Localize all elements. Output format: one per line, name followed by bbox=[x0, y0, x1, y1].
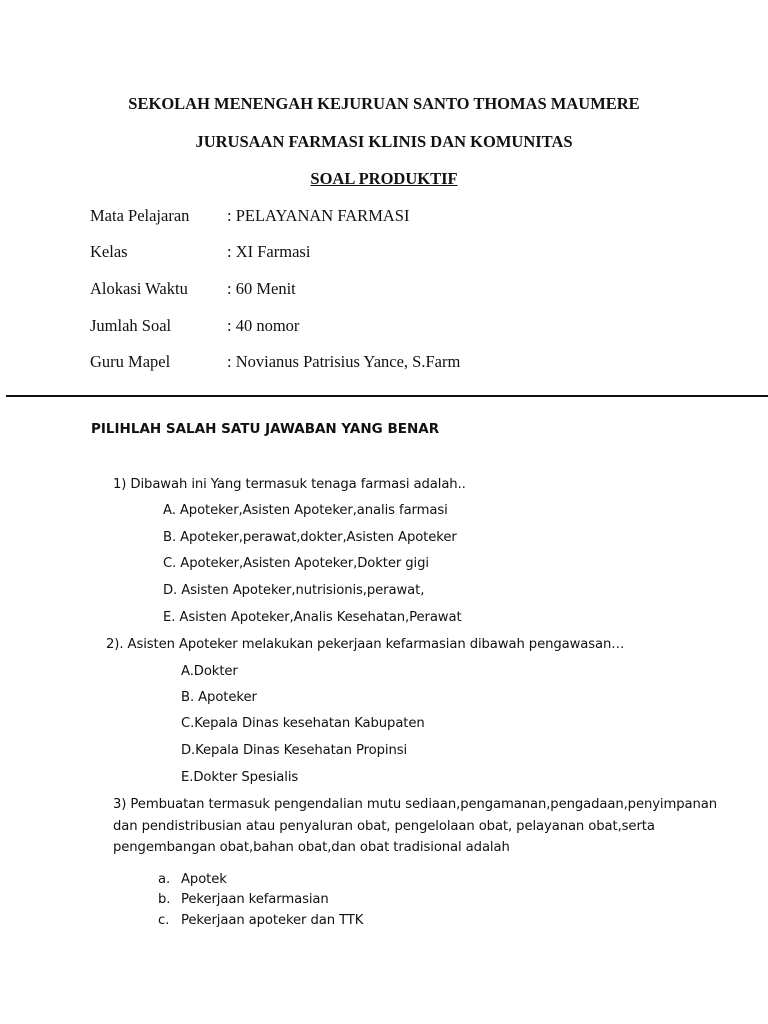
question-text: 1) Dibawah ini Yang termasuk tenaga farmasi adalah.. bbox=[113, 477, 466, 492]
question-text-line: pengembangan obat,bahan obat,dan obat tradisional adalah bbox=[113, 840, 510, 855]
answer-option: Apotek bbox=[181, 872, 227, 887]
option-marker: a. bbox=[158, 872, 171, 887]
answer-option: D. Asisten Apoteker,nutrisionis,perawat, bbox=[163, 583, 425, 598]
answer-option: Pekerjaan apoteker dan TTK bbox=[181, 913, 364, 928]
answer-option: Pekerjaan kefarmasian bbox=[181, 892, 329, 907]
info-label: Alokasi Waktu bbox=[90, 279, 188, 298]
option-marker: b. bbox=[158, 892, 171, 907]
info-value: : 40 nomor bbox=[227, 316, 300, 335]
question-text: 2). Asisten Apoteker melakukan pekerjaan kefarmasian dibawah pengawasan… bbox=[106, 637, 625, 652]
divider-line bbox=[6, 395, 768, 397]
info-label: Kelas bbox=[90, 242, 128, 261]
answer-option: C.Kepala Dinas kesehatan Kabupaten bbox=[181, 716, 425, 731]
question-text-line: dan pendistribusian atau penyaluran obat, pengelolaan obat, pelayanan obat,serta bbox=[113, 819, 655, 834]
info-label: Guru Mapel bbox=[90, 352, 171, 371]
info-label: Mata Pelajaran bbox=[90, 206, 190, 225]
answer-option: E. Asisten Apoteker,Analis Kesehatan,Perawat bbox=[163, 610, 462, 625]
answer-option: C. Apoteker,Asisten Apoteker,Dokter gigi bbox=[163, 556, 429, 571]
answer-option: B. Apoteker,perawat,dokter,Asisten Apoteker bbox=[163, 530, 457, 545]
question-text-line: 3) Pembuatan termasuk pengendalian mutu sediaan,pengamanan,pengadaan,penyimpanan bbox=[113, 797, 717, 812]
info-label: Jumlah Soal bbox=[90, 316, 172, 335]
answer-option: D.Kepala Dinas Kesehatan Propinsi bbox=[181, 743, 408, 758]
answer-option: A.Dokter bbox=[181, 664, 238, 679]
instruction-text: PILIHLAH SALAH SATU JAWABAN YANG BENAR bbox=[91, 421, 440, 437]
page-title: SOAL PRODUKTIF bbox=[310, 169, 458, 188]
answer-option: B. Apoteker bbox=[181, 690, 257, 705]
answer-option: A. Apoteker,Asisten Apoteker,analis farmasi bbox=[163, 503, 448, 518]
option-marker: c. bbox=[158, 913, 170, 928]
info-value: : 60 Menit bbox=[227, 279, 296, 298]
answer-option: E.Dokter Spesialis bbox=[181, 770, 299, 785]
info-value: : XI Farmasi bbox=[227, 242, 311, 261]
info-value: : PELAYANAN FARMASI bbox=[227, 206, 410, 225]
department-name: JURUSAAN FARMASI KLINIS DAN KOMUNITAS bbox=[195, 132, 573, 151]
info-value: : Novianus Patrisius Yance, S.Farm bbox=[227, 352, 461, 371]
school-name: SEKOLAH MENENGAH KEJURUAN SANTO THOMAS MAUMERE bbox=[128, 94, 640, 113]
